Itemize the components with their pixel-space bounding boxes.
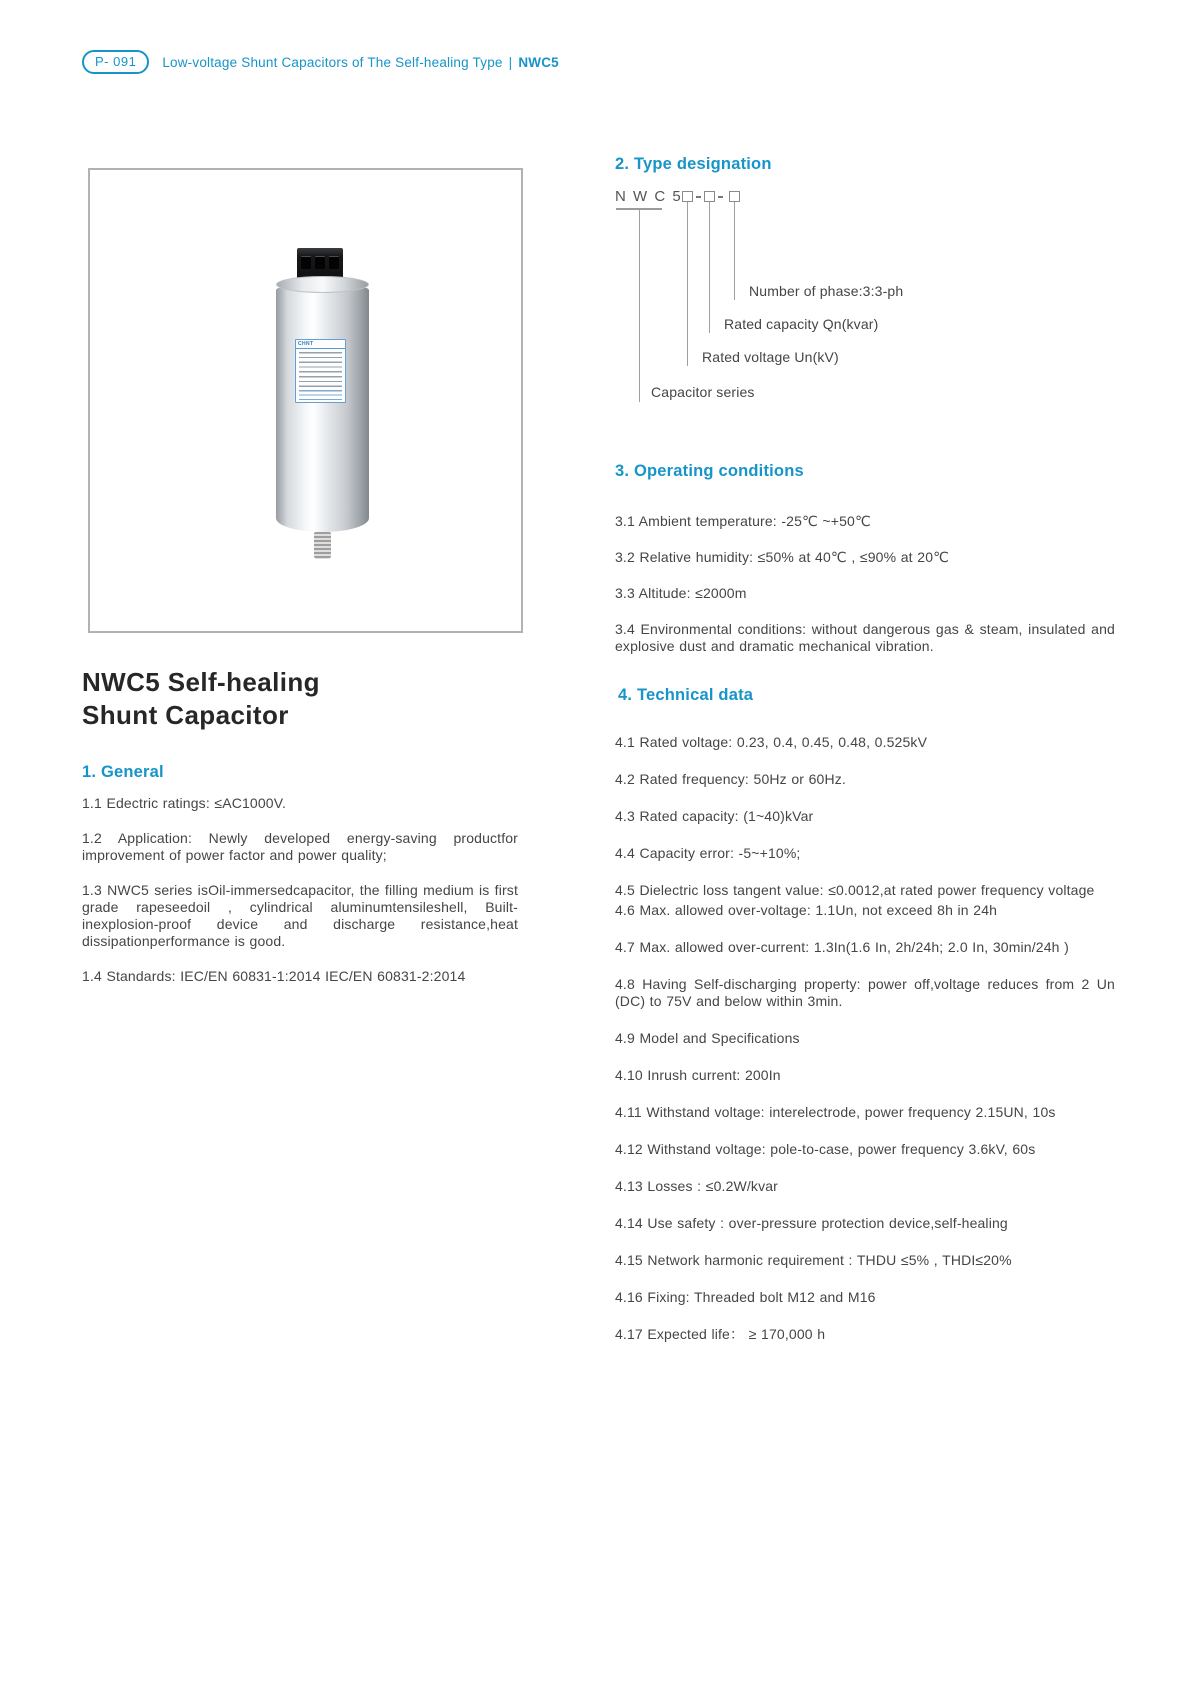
general-item: 1.2 Application: Newly developed energy-saving productfor improvement of power factor and power quality; [82, 830, 518, 863]
technical-item: 4.16 Fixing: Threaded bolt M12 and M16 [615, 1289, 876, 1305]
diagram-label-capacitor-series: Capacitor series [651, 384, 755, 400]
technical-items [615, 714, 1115, 1343]
leader-line-number-of-phase [734, 202, 735, 300]
type-code-dash [696, 196, 701, 198]
product-title [82, 666, 320, 732]
operating-items [615, 494, 1115, 655]
left-column [82, 0, 518, 1684]
operating-item: 3.1 Ambient temperature: -25℃ ~+50℃ [615, 513, 871, 529]
operating-item: 3.4 Environmental conditions: without dangerous gas & steam, insulated and explosive dust and dramatic mechanical vibration. [615, 621, 1115, 654]
technical-item: 4.5 Dielectric loss tangent value: ≤0.0012,at rated power frequency voltage [615, 882, 1095, 898]
header-separator: | [508, 54, 513, 70]
type-code-dash [718, 196, 723, 198]
technical-item: 4.15 Network harmonic requirement : THDU ≤5% , THDI≤20% [615, 1252, 1012, 1268]
type-code-box-capacity [704, 191, 715, 202]
type-designation-diagram [615, 188, 1115, 423]
technical-item: 4.10 Inrush current: 200In [615, 1067, 781, 1083]
technical-item: 4.9 Model and Specifications [615, 1030, 800, 1046]
technical-item: 4.11 Withstand voltage: interelectrode, power frequency 2.15UN, 10s [615, 1104, 1056, 1120]
technical-item: 4.4 Capacity error: -5~+10%; [615, 845, 801, 861]
page-number-badge: P- 091 [82, 50, 149, 74]
technical-item: 4.6 Max. allowed over-voltage: 1.1Un, not exceed 8h in 24h [615, 902, 998, 918]
leader-line-capacitor-series [639, 208, 640, 402]
nameplate-brand: CHNT [296, 340, 345, 349]
section-heading-general: 1. General [82, 763, 164, 781]
general-item: 1.3 NWC5 series isOil-immersedcapacitor, the filling medium is first grade rapeseedoil , cylindrical aluminumtensileshell, Built-inexplosion-proof device and discharge resistance,heat dissipationperformance is good. [82, 882, 518, 949]
type-code-box-voltage [682, 191, 693, 202]
type-code-series: N W C 5 [615, 188, 683, 205]
technical-item: 4.17 Expected life： ≥ 170,000 h [615, 1326, 826, 1342]
technical-item: 4.3 Rated capacity: (1~40)kVar [615, 808, 814, 824]
diagram-label-rated-capacity: Rated capacity Qn(kvar) [724, 316, 879, 332]
technical-item: 4.13 Losses : ≤0.2W/kvar [615, 1178, 778, 1194]
leader-line-rated-capacity [709, 202, 710, 333]
type-code-box-phase [729, 191, 740, 202]
technical-item: 4.1 Rated voltage: 0.23, 0.4, 0.45, 0.48, 0.525kV [615, 734, 928, 750]
section-heading-type-designation: 2. Type designation [615, 155, 772, 173]
operating-item: 3.3 Altitude: ≤2000m [615, 585, 747, 601]
general-items [82, 795, 518, 985]
technical-item: 4.12 Withstand voltage: pole-to-case, power frequency 3.6kV, 60s [615, 1141, 1036, 1157]
diagram-label-number-of-phase: Number of phase:3:3-ph [749, 283, 904, 299]
diagram-label-rated-voltage: Rated voltage Un(kV) [702, 349, 839, 365]
general-item: 1.1 Edectric ratings: ≤AC1000V. [82, 795, 286, 811]
leader-line-rated-voltage [687, 202, 688, 366]
technical-item: 4.2 Rated frequency: 50Hz or 60Hz. [615, 771, 846, 787]
right-column [615, 0, 1115, 1684]
general-item: 1.4 Standards: IEC/EN 60831-1:2014 IEC/EN 60831-2:2014 [82, 968, 466, 984]
section-heading-technical-data: 4. Technical data [618, 686, 754, 704]
technical-item: 4.14 Use safety : over-pressure protection device,self-healing [615, 1215, 1008, 1231]
operating-item: 3.2 Relative humidity: ≤50% at 40℃ , ≤90% at 20℃ [615, 549, 950, 565]
technical-item: 4.8 Having Self-discharging property: power off,voltage reduces from 2 Un (DC) to 75V and below within 3min. [615, 976, 1115, 1009]
product-title-line1: NWC5 Self-healing [82, 667, 320, 697]
technical-item: 4.7 Max. allowed over-current: 1.3In(1.6 In, 2h/24h; 2.0 In, 30min/24h ) [615, 939, 1069, 955]
section-heading-operating-conditions: 3. Operating conditions [615, 462, 804, 480]
header-model: NWC5 [518, 54, 559, 70]
product-title-line2: Shunt Capacitor [82, 700, 289, 730]
header-title-text: Low-voltage Shunt Capacitors of The Self-healing Type [162, 54, 503, 70]
